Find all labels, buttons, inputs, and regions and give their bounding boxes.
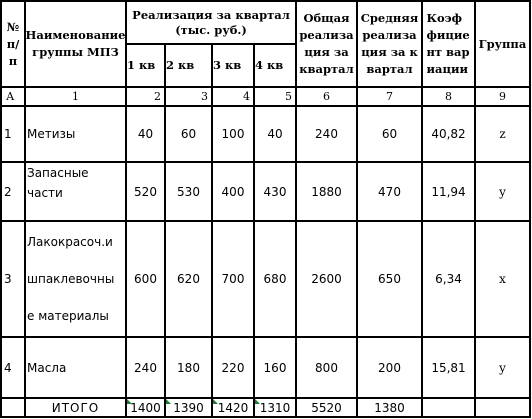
index-cell: 2 bbox=[154, 90, 161, 103]
row-q4: 430 bbox=[263, 184, 287, 199]
row-number: 4 bbox=[4, 360, 12, 375]
row-total: 2600 bbox=[311, 272, 342, 286]
cell-marker bbox=[255, 399, 260, 404]
row-group: z bbox=[499, 127, 506, 141]
index-cell: А bbox=[6, 90, 15, 103]
row-avg: 470 bbox=[378, 184, 401, 199]
row-name-line: части bbox=[27, 186, 63, 200]
row-q4: 160 bbox=[263, 360, 287, 375]
grid-line bbox=[529, 0, 531, 418]
header-total: Общая реализация за квартал bbox=[299, 11, 354, 76]
row-group: y bbox=[499, 360, 506, 375]
row-coef: 6,34 bbox=[435, 272, 462, 286]
index-cell: 8 bbox=[445, 90, 452, 103]
row-name bbox=[27, 222, 125, 336]
row-q3: 100 bbox=[221, 127, 245, 141]
header-avg: Средняя реализация за квартал bbox=[360, 11, 419, 76]
row-name bbox=[27, 163, 125, 220]
row-coef: 40,82 bbox=[431, 127, 466, 141]
footer-avg: 1380 bbox=[374, 400, 405, 415]
row-coef: 15,81 bbox=[431, 360, 466, 375]
cell-marker bbox=[213, 399, 218, 404]
footer-total: 5520 bbox=[311, 400, 342, 415]
row-number: 3 bbox=[4, 272, 12, 286]
index-cell: 5 bbox=[285, 90, 292, 103]
footer-q2: 1390 bbox=[173, 400, 204, 415]
row-coef: 11,94 bbox=[431, 184, 466, 199]
footer-q4: 1310 bbox=[259, 400, 291, 415]
header-num: № п/п bbox=[6, 19, 20, 68]
row-total: 800 bbox=[315, 360, 338, 375]
index-cell: 3 bbox=[201, 90, 208, 103]
row-group: y bbox=[499, 184, 506, 199]
index-cell: 9 bbox=[499, 90, 506, 103]
row-group: x bbox=[499, 272, 506, 286]
index-cell: 1 bbox=[72, 90, 79, 103]
row-q1: 40 bbox=[137, 127, 154, 141]
row-name: Масла bbox=[27, 360, 67, 375]
row-total: 240 bbox=[315, 127, 338, 141]
row-avg: 200 bbox=[378, 360, 401, 375]
row-q1: 520 bbox=[134, 184, 157, 199]
row-name: Метизы bbox=[27, 127, 76, 141]
row-q2: 620 bbox=[177, 272, 200, 286]
cell-marker bbox=[127, 399, 132, 404]
row-q1: 600 bbox=[134, 272, 157, 286]
row-name-line: шпаклевочны bbox=[27, 271, 115, 286]
index-cell: 7 bbox=[386, 90, 393, 103]
row-name-line: Запасные bbox=[27, 166, 89, 180]
footer-q1: 1400 bbox=[130, 400, 161, 415]
row-q3: 220 bbox=[221, 360, 245, 375]
row-q1: 240 bbox=[134, 360, 157, 375]
row-number: 1 bbox=[4, 127, 12, 141]
row-name-line: Лакокрасоч.и bbox=[27, 235, 113, 250]
header-sales: Реализация за квартал (тыс. руб.) bbox=[132, 7, 290, 37]
row-q2: 530 bbox=[177, 184, 200, 199]
row-q2: 180 bbox=[177, 360, 200, 375]
row-avg: 650 bbox=[378, 272, 401, 286]
row-avg: 60 bbox=[381, 127, 398, 141]
row-name-line: е материалы bbox=[27, 308, 109, 323]
header-group-name: Наименование группы МПЗ bbox=[25, 28, 126, 59]
row-q2: 60 bbox=[180, 127, 197, 141]
row-number: 2 bbox=[4, 184, 12, 199]
index-cell: 6 bbox=[323, 90, 330, 103]
row-q4: 680 bbox=[263, 272, 287, 286]
footer-label: ИТОГО bbox=[51, 400, 100, 415]
header-coef: Коэффициент вариации bbox=[426, 11, 470, 76]
row-q4: 40 bbox=[267, 127, 283, 141]
index-cell: 4 bbox=[243, 90, 250, 103]
footer-q3: 1420 bbox=[217, 400, 249, 415]
header-q2: 2 кв bbox=[166, 58, 195, 72]
grid-line bbox=[0, 416, 531, 418]
row-q3: 700 bbox=[221, 272, 245, 286]
cell-marker bbox=[166, 399, 171, 404]
row-total: 1880 bbox=[311, 184, 342, 199]
row-q3: 400 bbox=[221, 184, 245, 199]
header-q4: 4 кв bbox=[255, 58, 284, 72]
header-q1: 1 кв bbox=[127, 58, 156, 72]
header-group: Группа bbox=[478, 36, 527, 51]
header-q3: 3 кв bbox=[213, 58, 242, 72]
